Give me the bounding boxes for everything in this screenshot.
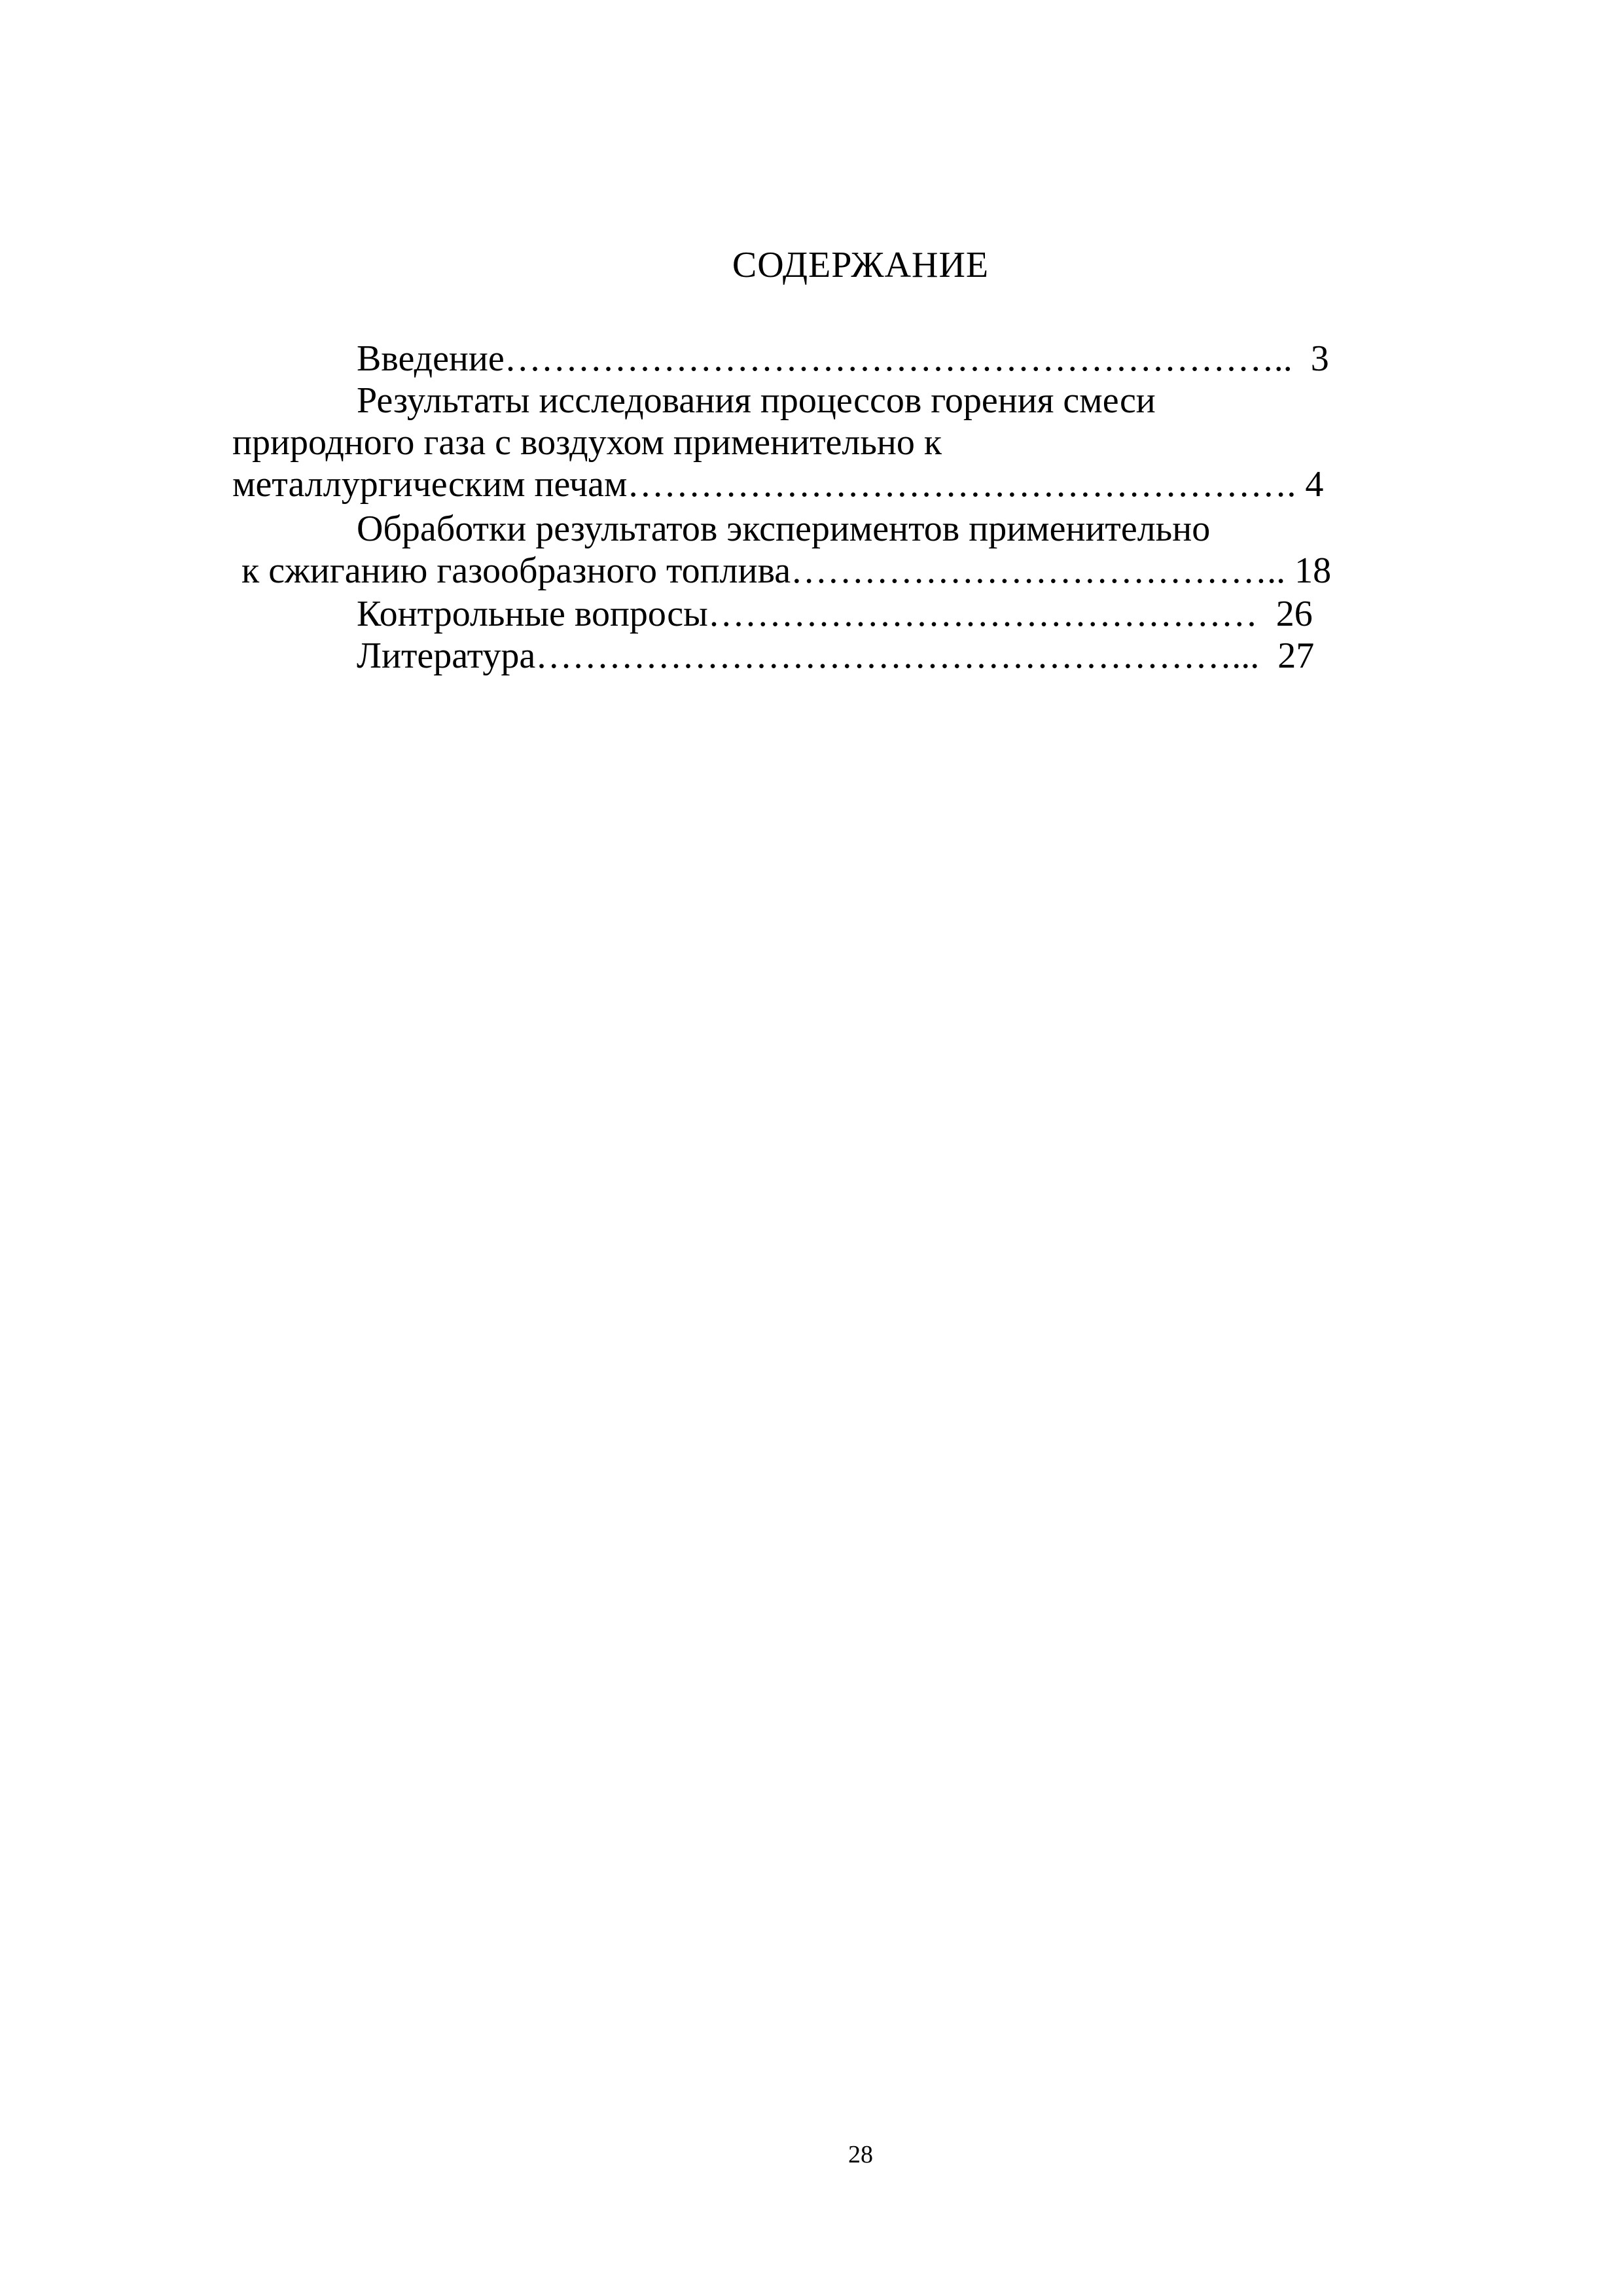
- toc-entry-combustion-research-line-1: Результаты исследования процессов горения смеси: [357, 380, 1156, 421]
- toc-title: СОДЕРЖАНИЕ: [732, 245, 990, 285]
- toc-entry-experiment-processing-line-2: к сжиганию газообразного топлива………………………………….. 18: [232, 550, 1332, 591]
- page-number: 28: [848, 2141, 873, 2168]
- toc-entry-introduction: Введение……………………………………………………….. 3: [357, 338, 1329, 379]
- toc-entry-experiment-processing-line-1: Обработки результатов экспериментов применительно: [357, 509, 1211, 549]
- toc-entry-control-questions: Контрольные вопросы……………………………………… 26: [357, 594, 1313, 634]
- toc-entry-literature: Литература…………………………………………………... 27: [357, 636, 1315, 676]
- toc-entry-combustion-research-line-2: природного газа с воздухом применительно к: [232, 422, 942, 463]
- toc-entry-combustion-research-line-3: металлургическим печам………………………………………………. 4: [232, 464, 1324, 505]
